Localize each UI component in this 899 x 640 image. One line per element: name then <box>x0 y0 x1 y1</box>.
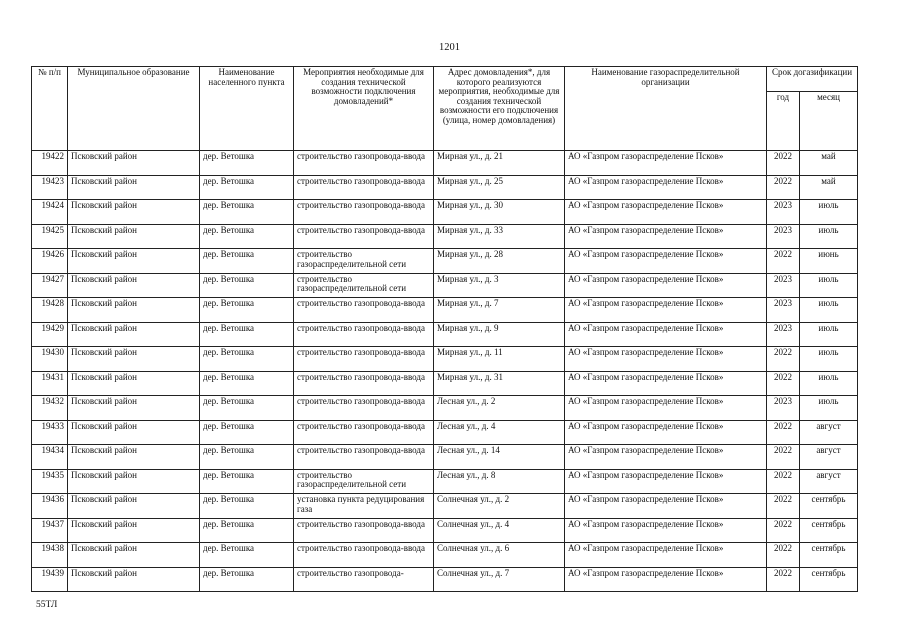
table-row <box>32 567 858 592</box>
measure-cell: строительство газораспределительной сети <box>294 469 434 494</box>
organization-cell: АО «Газпром газораспределение Псков» <box>565 224 767 249</box>
settlement-cell: дер. Ветошка <box>200 445 294 470</box>
month-cell: сентябрь <box>800 543 858 568</box>
year-cell: 2022 <box>767 567 800 592</box>
municipality-cell: Псковский район <box>68 543 200 568</box>
address-cell: Мирная ул., д. 21 <box>434 151 565 176</box>
organization-cell: АО «Газпром газораспределение Псков» <box>565 298 767 323</box>
year-cell: 2022 <box>767 494 800 519</box>
row-number: 19430 <box>32 347 68 372</box>
row-number: 19426 <box>32 249 68 274</box>
table-header-row <box>32 67 858 92</box>
month-cell: июль <box>800 273 858 298</box>
row-number: 19435 <box>32 469 68 494</box>
organization-cell: АО «Газпром газораспределение Псков» <box>565 175 767 200</box>
header-municipality: Муниципальное образование <box>68 67 200 151</box>
measure-cell: строительство газораспределительной сети <box>294 273 434 298</box>
settlement-cell: дер. Ветошка <box>200 151 294 176</box>
measure-cell: строительство газопровода-ввода <box>294 420 434 445</box>
settlement-cell: дер. Ветошка <box>200 322 294 347</box>
month-cell: июль <box>800 396 858 421</box>
organization-cell: АО «Газпром газораспределение Псков» <box>565 494 767 519</box>
settlement-cell: дер. Ветошка <box>200 543 294 568</box>
municipality-cell: Псковский район <box>68 347 200 372</box>
address-cell: Мирная ул., д. 3 <box>434 273 565 298</box>
organization-cell: АО «Газпром газораспределение Псков» <box>565 273 767 298</box>
month-cell: июнь <box>800 249 858 274</box>
settlement-cell: дер. Ветошка <box>200 371 294 396</box>
header-settlement: Наименование населенного пункта <box>200 67 294 151</box>
organization-cell: АО «Газпром газораспределение Псков» <box>565 518 767 543</box>
municipality-cell: Псковский район <box>68 298 200 323</box>
header-address: Адрес домовладения*, для которого реализуются мероприятия, необходимые для создания технической возможности его подключения (улица, номер домовладения) <box>434 67 565 151</box>
row-number: 19431 <box>32 371 68 396</box>
month-cell: август <box>800 469 858 494</box>
organization-cell: АО «Газпром газораспределение Псков» <box>565 420 767 445</box>
municipality-cell: Псковский район <box>68 249 200 274</box>
month-cell: июль <box>800 371 858 396</box>
year-cell: 2022 <box>767 445 800 470</box>
page-number: 1201 <box>439 42 460 53</box>
organization-cell: АО «Газпром газораспределение Псков» <box>565 151 767 176</box>
month-cell: август <box>800 420 858 445</box>
table-row <box>32 298 858 323</box>
address-cell: Лесная ул., д. 2 <box>434 396 565 421</box>
row-number: 19437 <box>32 518 68 543</box>
month-cell: май <box>800 151 858 176</box>
settlement-cell: дер. Ветошка <box>200 567 294 592</box>
header-organization: Наименование газораспределительной организации <box>565 67 767 151</box>
row-number: 19425 <box>32 224 68 249</box>
organization-cell: АО «Газпром газораспределение Псков» <box>565 567 767 592</box>
address-cell: Мирная ул., д. 11 <box>434 347 565 372</box>
row-number: 19434 <box>32 445 68 470</box>
gasification-table <box>31 66 858 592</box>
year-cell: 2023 <box>767 273 800 298</box>
address-cell: Мирная ул., д. 9 <box>434 322 565 347</box>
table-row <box>32 151 858 176</box>
settlement-cell: дер. Ветошка <box>200 224 294 249</box>
row-number: 19427 <box>32 273 68 298</box>
municipality-cell: Псковский район <box>68 396 200 421</box>
month-cell: август <box>800 445 858 470</box>
address-cell: Лесная ул., д. 8 <box>434 469 565 494</box>
municipality-cell: Псковский район <box>68 567 200 592</box>
row-number: 19438 <box>32 543 68 568</box>
row-number: 19433 <box>32 420 68 445</box>
year-cell: 2023 <box>767 298 800 323</box>
table-row <box>32 396 858 421</box>
measure-cell: строительство газопровода-ввода <box>294 322 434 347</box>
header-deadline: Срок догазификации <box>767 67 858 92</box>
address-cell: Мирная ул., д. 25 <box>434 175 565 200</box>
municipality-cell: Псковский район <box>68 273 200 298</box>
year-cell: 2022 <box>767 469 800 494</box>
row-number: 19436 <box>32 494 68 519</box>
organization-cell: АО «Газпром газораспределение Псков» <box>565 445 767 470</box>
address-cell: Солнечная ул., д. 2 <box>434 494 565 519</box>
settlement-cell: дер. Ветошка <box>200 494 294 519</box>
organization-cell: АО «Газпром газораспределение Псков» <box>565 347 767 372</box>
table-row <box>32 469 858 494</box>
measure-cell: строительство газопровода-ввода <box>294 371 434 396</box>
municipality-cell: Псковский район <box>68 322 200 347</box>
year-cell: 2023 <box>767 200 800 225</box>
settlement-cell: дер. Ветошка <box>200 249 294 274</box>
table-row <box>32 420 858 445</box>
settlement-cell: дер. Ветошка <box>200 396 294 421</box>
address-cell: Лесная ул., д. 4 <box>434 420 565 445</box>
month-cell: июль <box>800 347 858 372</box>
organization-cell: АО «Газпром газораспределение Псков» <box>565 249 767 274</box>
settlement-cell: дер. Ветошка <box>200 175 294 200</box>
table-row <box>32 224 858 249</box>
row-number: 19429 <box>32 322 68 347</box>
month-cell: июль <box>800 224 858 249</box>
measure-cell: строительство газопровода-ввода <box>294 543 434 568</box>
year-cell: 2022 <box>767 518 800 543</box>
year-cell: 2022 <box>767 175 800 200</box>
header-month: месяц <box>800 92 858 151</box>
table-row <box>32 347 858 372</box>
year-cell: 2022 <box>767 543 800 568</box>
address-cell: Солнечная ул., д. 4 <box>434 518 565 543</box>
measure-cell: строительство газопровода-ввода <box>294 224 434 249</box>
measure-cell: строительство газопровода- <box>294 567 434 592</box>
address-cell: Солнечная ул., д. 6 <box>434 543 565 568</box>
month-cell: сентябрь <box>800 494 858 519</box>
settlement-cell: дер. Ветошка <box>200 200 294 225</box>
month-cell: май <box>800 175 858 200</box>
year-cell: 2023 <box>767 322 800 347</box>
organization-cell: АО «Газпром газораспределение Псков» <box>565 396 767 421</box>
address-cell: Мирная ул., д. 33 <box>434 224 565 249</box>
organization-cell: АО «Газпром газораспределение Псков» <box>565 322 767 347</box>
settlement-cell: дер. Ветошка <box>200 298 294 323</box>
settlement-cell: дер. Ветошка <box>200 469 294 494</box>
municipality-cell: Псковский район <box>68 151 200 176</box>
table-row <box>32 543 858 568</box>
municipality-cell: Псковский район <box>68 200 200 225</box>
table-row <box>32 371 858 396</box>
municipality-cell: Псковский район <box>68 224 200 249</box>
municipality-cell: Псковский район <box>68 175 200 200</box>
municipality-cell: Псковский район <box>68 420 200 445</box>
address-cell: Мирная ул., д. 31 <box>434 371 565 396</box>
organization-cell: АО «Газпром газораспределение Псков» <box>565 371 767 396</box>
measure-cell: строительство газопровода-ввода <box>294 518 434 543</box>
row-number: 19424 <box>32 200 68 225</box>
address-cell: Солнечная ул., д. 7 <box>434 567 565 592</box>
table-row <box>32 445 858 470</box>
year-cell: 2023 <box>767 224 800 249</box>
month-cell: сентябрь <box>800 567 858 592</box>
year-cell: 2022 <box>767 347 800 372</box>
municipality-cell: Псковский район <box>68 371 200 396</box>
header-num: № п/п <box>32 67 68 151</box>
row-number: 19423 <box>32 175 68 200</box>
measure-cell: строительство газопровода-ввода <box>294 151 434 176</box>
measure-cell: строительство газораспределительной сети <box>294 249 434 274</box>
measure-cell: строительство газопровода-ввода <box>294 445 434 470</box>
measure-cell: строительство газопровода-ввода <box>294 175 434 200</box>
month-cell: июль <box>800 322 858 347</box>
settlement-cell: дер. Ветошка <box>200 420 294 445</box>
measure-cell: строительство газопровода-ввода <box>294 396 434 421</box>
month-cell: июль <box>800 298 858 323</box>
address-cell: Лесная ул., д. 14 <box>434 445 565 470</box>
table-row <box>32 249 858 274</box>
month-cell: сентябрь <box>800 518 858 543</box>
table-row <box>32 273 858 298</box>
row-number: 19439 <box>32 567 68 592</box>
municipality-cell: Псковский район <box>68 469 200 494</box>
organization-cell: АО «Газпром газораспределение Псков» <box>565 200 767 225</box>
settlement-cell: дер. Ветошка <box>200 518 294 543</box>
municipality-cell: Псковский район <box>68 518 200 543</box>
table-row <box>32 518 858 543</box>
address-cell: Мирная ул., д. 30 <box>434 200 565 225</box>
municipality-cell: Псковский район <box>68 494 200 519</box>
row-number: 19428 <box>32 298 68 323</box>
year-cell: 2023 <box>767 396 800 421</box>
address-cell: Мирная ул., д. 7 <box>434 298 565 323</box>
measure-cell: строительство газопровода-ввода <box>294 347 434 372</box>
table-row <box>32 494 858 519</box>
table-row <box>32 175 858 200</box>
organization-cell: АО «Газпром газораспределение Псков» <box>565 469 767 494</box>
month-cell: июль <box>800 200 858 225</box>
table-body <box>32 151 858 592</box>
settlement-cell: дер. Ветошка <box>200 273 294 298</box>
year-cell: 2022 <box>767 249 800 274</box>
header-measures: Мероприятия необходимые для создания технической возможности подключения домовладений* <box>294 67 434 151</box>
row-number: 19432 <box>32 396 68 421</box>
address-cell: Мирная ул., д. 28 <box>434 249 565 274</box>
table-row <box>32 322 858 347</box>
measure-cell: установка пункта редуцирования газа <box>294 494 434 519</box>
measure-cell: строительство газопровода-ввода <box>294 298 434 323</box>
year-cell: 2022 <box>767 420 800 445</box>
year-cell: 2022 <box>767 151 800 176</box>
header-year: год <box>767 92 800 151</box>
organization-cell: АО «Газпром газораспределение Псков» <box>565 543 767 568</box>
table-row <box>32 200 858 225</box>
row-number: 19422 <box>32 151 68 176</box>
municipality-cell: Псковский район <box>68 445 200 470</box>
year-cell: 2022 <box>767 371 800 396</box>
settlement-cell: дер. Ветошка <box>200 347 294 372</box>
measure-cell: строительство газопровода-ввода <box>294 200 434 225</box>
footer-code: 55ТЛ <box>36 600 58 610</box>
